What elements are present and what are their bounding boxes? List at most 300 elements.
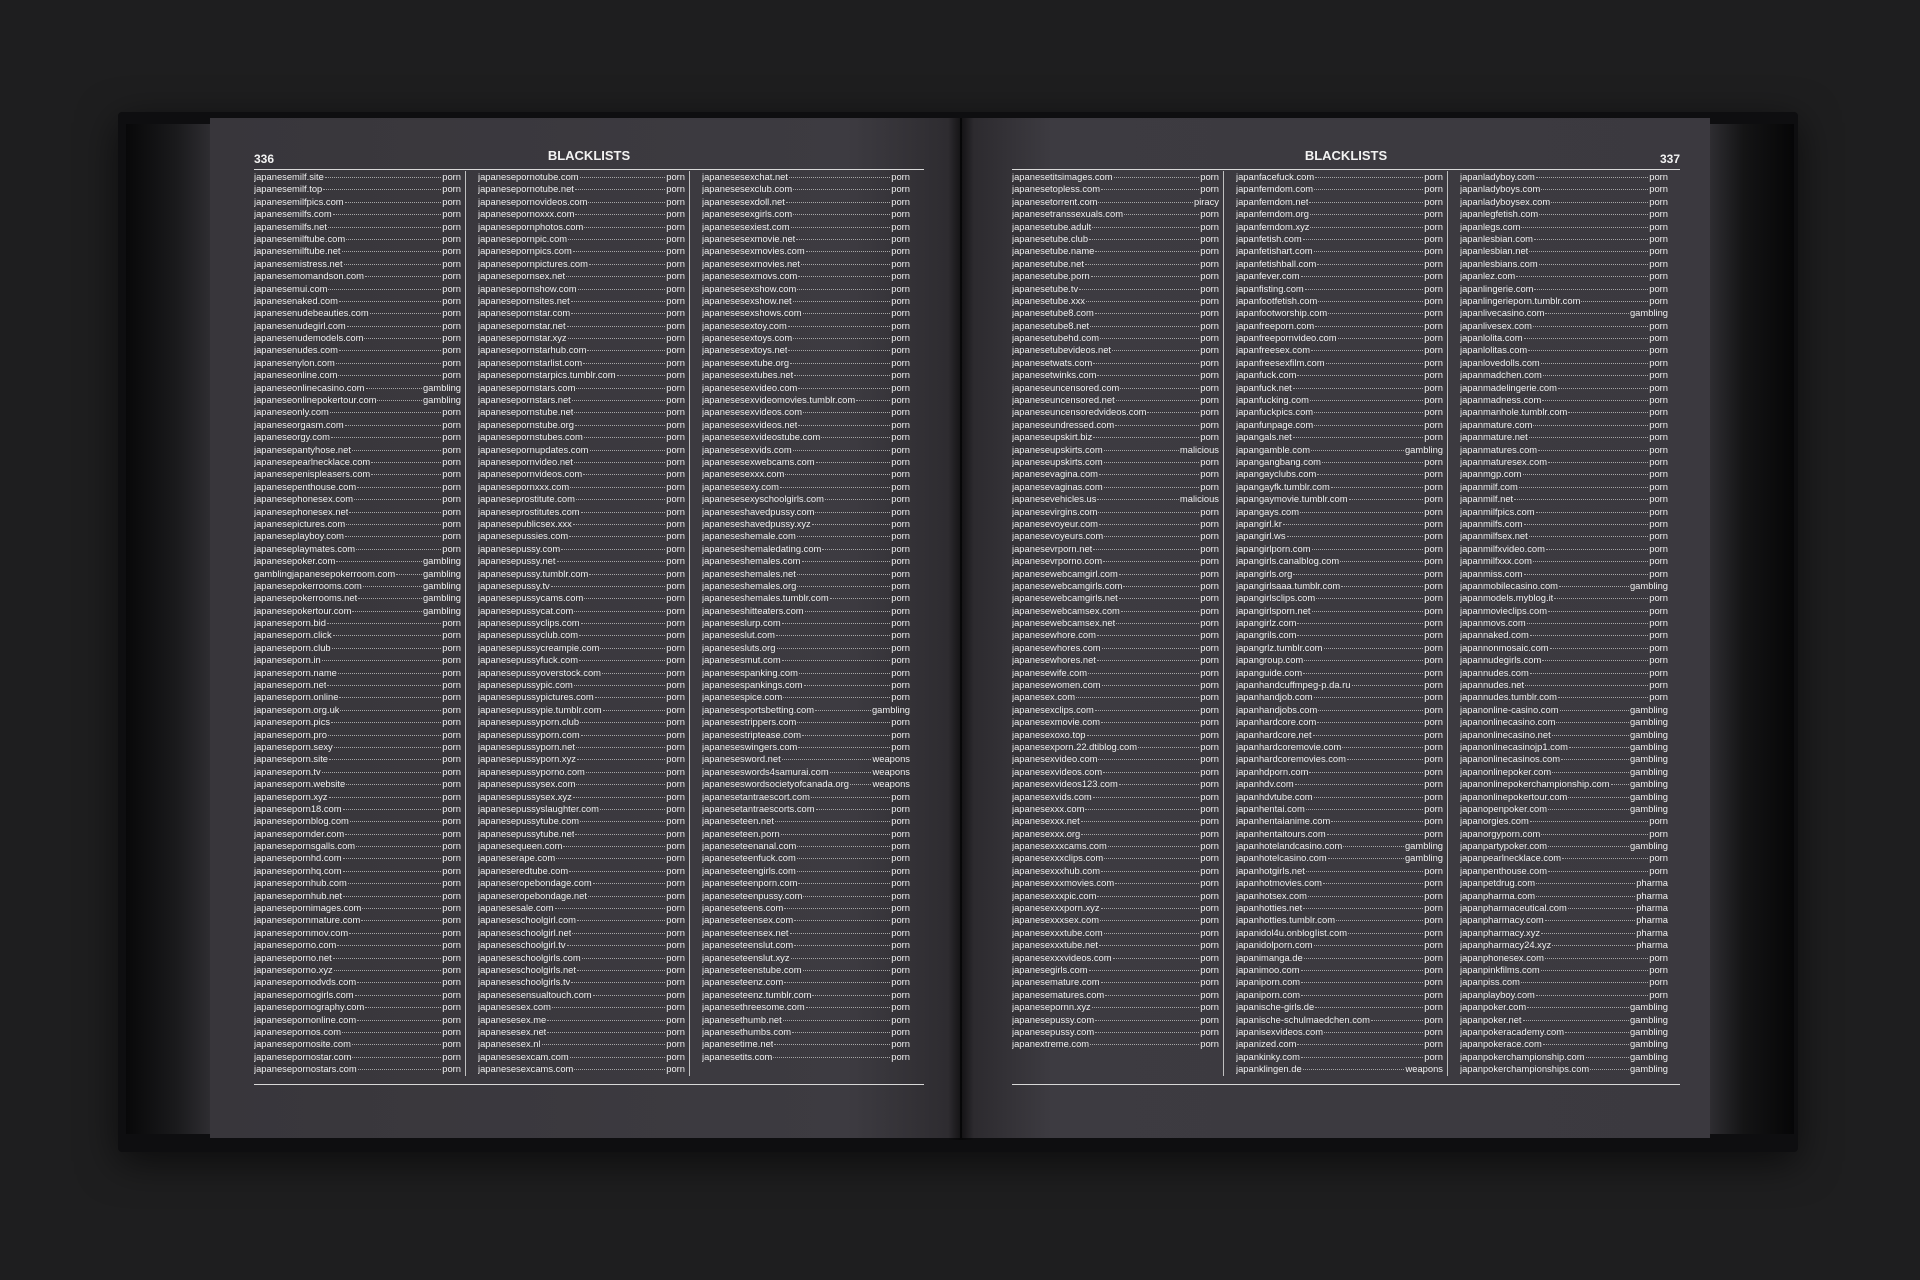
list-item (254, 741, 461, 753)
list-item (702, 221, 910, 233)
domain-name: japaneseporn.website (254, 778, 346, 790)
leader-dots (586, 772, 665, 773)
leader-dots (783, 1020, 890, 1021)
leader-dots (330, 412, 441, 413)
domain-name: japanpokerchampionships.com (1460, 1063, 1590, 1075)
leader-dots (552, 1007, 665, 1008)
category-label: porn (1424, 270, 1443, 282)
domain-name: japanfreesex.com (1236, 344, 1310, 356)
domain-name: japanesepussyclub.com (478, 629, 579, 641)
leader-dots (595, 697, 666, 698)
category-label: porn (442, 964, 461, 975)
leader-dots (1539, 264, 1649, 265)
list-item (254, 555, 461, 567)
list-item (478, 729, 685, 741)
category-label: gambling (1404, 443, 1443, 455)
list-item (1460, 729, 1668, 741)
category-label: porn (1649, 232, 1668, 244)
list-item (1236, 890, 1443, 902)
category-label: porn (1424, 629, 1443, 641)
list-item (702, 902, 910, 914)
category-label: porn (442, 517, 461, 529)
domain-name: japanesepornodvds.com (254, 976, 357, 988)
category-label: porn (1200, 567, 1219, 579)
leader-dots (1101, 189, 1199, 190)
category-label: porn (891, 840, 910, 852)
domain-name: japanmilf.net (1460, 493, 1514, 505)
leader-dots (1318, 301, 1423, 302)
category-label: porn (442, 195, 461, 207)
leader-dots (1104, 487, 1200, 488)
domain-name: japanesegirls.com (1012, 964, 1088, 975)
domain-name: japanmilf.com (1460, 480, 1518, 492)
list-item (1460, 852, 1668, 864)
leader-dots (1099, 524, 1199, 525)
leader-dots (803, 896, 890, 897)
domain-name: japanhentai.com (1236, 802, 1305, 814)
leader-dots (1293, 437, 1423, 438)
leader-dots (805, 611, 891, 612)
domain-name: japanesetorrent.com (1012, 195, 1098, 207)
category-label: porn (1200, 765, 1219, 777)
list-item (702, 196, 910, 208)
leader-dots (1305, 289, 1423, 290)
domain-name: japanesetube.net (1012, 257, 1084, 269)
list-item (1236, 778, 1443, 790)
category-label: porn (442, 332, 461, 344)
leader-dots (1100, 338, 1199, 339)
list-item (478, 914, 685, 926)
list-item (1012, 196, 1219, 208)
domain-name: japanesewhores.net (1012, 654, 1096, 666)
leader-dots (334, 970, 442, 971)
leader-dots (583, 363, 665, 364)
category-label: porn (1200, 208, 1219, 220)
list-item (1236, 171, 1443, 183)
leader-dots (1314, 251, 1424, 252)
leader-dots (1301, 995, 1423, 996)
leader-dots (1115, 883, 1199, 884)
category-label: porn (442, 926, 461, 938)
leader-dots (830, 772, 872, 773)
category-label: porn (891, 964, 910, 975)
category-label: porn (1424, 1025, 1443, 1037)
leader-dots (1121, 611, 1199, 612)
category-label: porn (891, 976, 910, 988)
category-label: porn (1424, 257, 1443, 269)
list-item (1236, 927, 1443, 939)
list-item (254, 840, 461, 852)
category-label: gambling (1629, 790, 1668, 802)
domain-name: japaneseupskirts.com (1012, 443, 1103, 455)
list-item (254, 989, 461, 1001)
leader-dots (1552, 945, 1635, 946)
domain-name: japanpharmaceutical.com (1460, 902, 1567, 914)
list-item (1460, 233, 1668, 245)
list-item (1236, 964, 1443, 976)
domain-name: japaneseteensex.net (702, 926, 789, 938)
category-label: porn (666, 679, 685, 691)
leader-dots (1548, 611, 1648, 612)
domain-name: japanesepornpictures.com (478, 257, 588, 269)
category-label: porn (666, 480, 685, 492)
category-label: porn (666, 356, 685, 368)
list-item (254, 716, 461, 728)
list-item (1236, 221, 1443, 233)
category-label: porn (666, 294, 685, 306)
category-label: porn (666, 827, 685, 839)
leader-dots (1552, 735, 1629, 736)
domain-name: japanonlinecasino.net (1460, 728, 1551, 740)
leader-dots (781, 834, 891, 835)
category-label: porn (666, 171, 685, 182)
leader-dots (806, 1007, 891, 1008)
list-item (1236, 877, 1443, 889)
category-label: porn (1424, 666, 1443, 678)
leader-dots (1323, 883, 1423, 884)
category-label: porn (1424, 864, 1443, 876)
leader-dots (797, 586, 890, 587)
category-label: porn (442, 431, 461, 443)
domain-name: japanonlinecasinojp1.com (1460, 740, 1568, 752)
domain-name: japanesesexclub.com (702, 183, 793, 195)
domain-name: japaneseporn.bid (254, 617, 326, 629)
domain-name: japanesespankings.com (702, 679, 803, 691)
list-item (1012, 171, 1219, 183)
category-label: porn (1424, 1050, 1443, 1062)
domain-name: japanfreepornvideo.com (1236, 332, 1337, 344)
leader-dots (582, 958, 666, 959)
leader-dots (793, 214, 890, 215)
category-label: porn (666, 319, 685, 331)
leader-dots (1311, 450, 1404, 451)
leader-dots (584, 598, 665, 599)
leader-dots (1101, 908, 1200, 909)
list-item (478, 233, 685, 245)
category-label: porn (1200, 617, 1219, 629)
domain-name: japanesepussy.com (478, 542, 561, 554)
leader-dots (350, 821, 441, 822)
leader-dots (584, 227, 665, 228)
category-label: porn (1200, 1001, 1219, 1013)
category-label: porn (891, 1025, 910, 1037)
domain-name: japaneseschoolgirl.net (478, 926, 572, 938)
leader-dots (352, 1044, 441, 1045)
list-item (1012, 382, 1219, 394)
list-item (1236, 1051, 1443, 1063)
leader-dots (568, 338, 666, 339)
list-item (1012, 530, 1219, 542)
domain-name: japanesestriptease.com (702, 728, 802, 740)
list-item (1460, 815, 1668, 827)
leader-dots (1283, 524, 1423, 525)
category-label: porn (1424, 431, 1443, 443)
category-label: porn (442, 753, 461, 765)
domain-name: japanesepornimages.com (254, 902, 362, 914)
leader-dots (786, 202, 890, 203)
list-item (478, 493, 685, 505)
domain-name: japaneseonly.com (254, 406, 329, 418)
leader-dots (344, 264, 442, 265)
domain-name: japanesemilfs.com (254, 208, 332, 220)
leader-dots (338, 375, 441, 376)
category-label: porn (891, 827, 910, 839)
domain-name: japanfunpage.com (1236, 418, 1314, 430)
leader-dots (364, 338, 441, 339)
category-label: porn (1424, 926, 1443, 938)
list-item (702, 394, 910, 406)
list-item (478, 691, 685, 703)
leader-dots (345, 425, 442, 426)
list-item (1236, 791, 1443, 803)
category-label: porn (442, 951, 461, 963)
category-label: porn (1200, 926, 1219, 938)
domain-name: japanesesexdoll.net (702, 195, 785, 207)
list-item (478, 530, 685, 542)
leader-dots (1097, 635, 1199, 636)
leader-dots (1301, 276, 1424, 277)
domain-name: japanesepussyclips.com (478, 617, 580, 629)
list-item (1460, 406, 1668, 418)
list-item (1236, 332, 1443, 344)
category-label: porn (666, 1025, 685, 1037)
category-label: porn (1649, 517, 1668, 529)
leader-dots (584, 437, 665, 438)
right-page-header (1012, 148, 1680, 168)
list-item (1012, 456, 1219, 468)
category-label: porn (891, 418, 910, 430)
category-label: porn (666, 728, 685, 740)
leader-dots (830, 598, 891, 599)
leader-dots (593, 883, 666, 884)
domain-name: japanmilfs.com (1460, 517, 1523, 529)
leader-dots (342, 1032, 441, 1033)
leader-dots (547, 1032, 665, 1033)
domain-name: japanesepokertour.com (254, 604, 352, 616)
domain-name: japanesesexshow.com (702, 282, 797, 294)
leader-dots (1098, 202, 1193, 203)
list-item (254, 208, 461, 220)
category-label: porn (1649, 332, 1668, 344)
list-item (1236, 394, 1443, 406)
category-label: porn (1424, 964, 1443, 975)
domain-name: japaneseslurp.com (702, 617, 781, 629)
list-item (1012, 642, 1219, 654)
list-item (1012, 1001, 1219, 1013)
category-label: porn (442, 852, 461, 864)
category-label: porn (1649, 369, 1668, 381)
domain-name: japanorgyporn.com (1460, 827, 1541, 839)
leader-dots (1301, 970, 1424, 971)
list-item (478, 617, 685, 629)
category-label: porn (891, 1050, 910, 1062)
domain-name: japanesetranssexuals.com (1012, 208, 1123, 220)
domain-name: japanesexvideos.com (1012, 765, 1103, 777)
list-item (254, 753, 461, 765)
category-label: porn (891, 356, 910, 368)
entry-column (702, 171, 914, 1076)
category-label: porn (666, 257, 685, 269)
leader-dots (793, 338, 890, 339)
list-item (1460, 481, 1668, 493)
category-label: porn (1649, 864, 1668, 876)
category-label: porn (442, 418, 461, 430)
category-label: porn (1200, 790, 1219, 802)
leader-dots (1541, 933, 1635, 934)
list-item (478, 444, 685, 456)
leader-dots (1530, 673, 1648, 674)
category-label: porn (1200, 914, 1219, 926)
list-item (1236, 493, 1443, 505)
domain-name: japanesesexgirls.com (702, 208, 793, 220)
domain-name: japanesepornhub.net (254, 889, 343, 901)
leader-dots (1340, 561, 1423, 562)
list-item (478, 1014, 685, 1026)
category-label: porn (1649, 418, 1668, 430)
category-label: porn (1200, 666, 1219, 678)
leader-dots (581, 735, 666, 736)
category-label: porn (1200, 728, 1219, 740)
leader-dots (580, 722, 665, 723)
domain-name: japanhandjobs.com (1236, 703, 1318, 715)
list-item (1012, 543, 1219, 555)
category-label: porn (891, 257, 910, 269)
category-label: gambling (1629, 765, 1668, 777)
category-label: porn (1424, 579, 1443, 591)
leader-dots (1102, 648, 1200, 649)
category-label: porn (442, 220, 461, 232)
list-item (1012, 344, 1219, 356)
domain-name: japanesepublicsex.xxx (478, 517, 572, 529)
list-item (1460, 332, 1668, 344)
list-item (702, 629, 910, 641)
leader-dots (1314, 697, 1424, 698)
category-label: porn (666, 815, 685, 827)
category-label: porn (1424, 567, 1443, 579)
list-item (1012, 1026, 1219, 1038)
domain-name: japanesesexvideos.net (702, 418, 798, 430)
domain-name: japangirlsporn.net (1236, 604, 1311, 616)
category-label: porn (1200, 902, 1219, 914)
leader-dots (1300, 512, 1423, 513)
list-item (702, 357, 910, 369)
domain-name: japanesesexshow.net (702, 294, 792, 306)
leader-dots (1089, 239, 1199, 240)
category-label: porn (442, 530, 461, 542)
domain-name: japaneseupskirt.biz (1012, 431, 1093, 443)
category-label: porn (1649, 617, 1668, 629)
leader-dots (1541, 363, 1649, 364)
domain-name: japanesetantraescort.com (702, 790, 810, 802)
list-item (1012, 815, 1219, 827)
domain-name: japanesenudebeauties.com (254, 307, 369, 319)
list-item (1460, 840, 1668, 852)
domain-name: japanhdporn.com (1236, 765, 1309, 777)
leader-dots (1561, 759, 1629, 760)
category-label: porn (1424, 493, 1443, 505)
domain-name: japanfemdom.xyz (1236, 220, 1310, 232)
leader-dots (1085, 809, 1199, 810)
category-label: porn (666, 592, 685, 604)
leader-dots (355, 995, 442, 996)
list-item (1236, 444, 1443, 456)
list-item (702, 493, 910, 505)
leader-dots (573, 524, 665, 525)
category-label: porn (891, 505, 910, 517)
category-label: porn (666, 641, 685, 653)
leader-dots (1314, 425, 1423, 426)
category-label: porn (666, 951, 685, 963)
leader-dots (1104, 462, 1200, 463)
domain-name: japanonlinepokerchampionship.com (1460, 778, 1610, 790)
list-item (254, 518, 461, 530)
category-label: porn (1649, 406, 1668, 418)
leader-dots (1101, 722, 1199, 723)
domain-name: japanesevoyeurs.com (1012, 530, 1104, 542)
domain-name: japanesesexmovies.com (702, 245, 805, 257)
leader-dots (593, 995, 666, 996)
leader-dots (1095, 251, 1199, 252)
list-item (254, 307, 461, 319)
list-item (702, 828, 910, 840)
domain-name: japanpokerchampionship.com (1460, 1050, 1585, 1062)
domain-name: japanesepornpics.com (478, 245, 572, 257)
category-label: porn (442, 728, 461, 740)
leader-dots (1524, 574, 1649, 575)
leader-dots (1105, 995, 1199, 996)
domain-name: japanonlinecasinos.com (1460, 753, 1561, 765)
domain-name: japanesepornogirls.com (254, 988, 354, 1000)
domain-name: japaneseteengirls.com (702, 864, 796, 876)
domain-name: japanesexvideos123.com (1012, 778, 1118, 790)
category-label: porn (891, 629, 910, 641)
leader-dots (1324, 648, 1424, 649)
category-label: porn (442, 282, 461, 294)
list-item (478, 964, 685, 976)
leader-dots (791, 227, 891, 228)
domain-name: japanesesex.nl (478, 1038, 541, 1050)
category-label: porn (1424, 592, 1443, 604)
domain-name: japanhandjob.com (1236, 691, 1313, 703)
list-item (1236, 468, 1443, 480)
domain-name: japanfuckpics.com (1236, 406, 1314, 418)
category-label: porn (1200, 964, 1219, 975)
category-label: porn (666, 245, 685, 257)
leader-dots (339, 697, 441, 698)
category-label: porn (442, 232, 461, 244)
leader-dots (1297, 375, 1423, 376)
list-item (1460, 964, 1668, 976)
category-label: porn (1200, 939, 1219, 951)
domain-name: japangamble.com (1236, 443, 1311, 455)
category-label: porn (1200, 530, 1219, 542)
list-item (1012, 766, 1219, 778)
list-item (702, 369, 910, 381)
list-item (254, 939, 461, 951)
list-item (254, 667, 461, 679)
domain-name: japanesexxxsex.com (1012, 914, 1100, 926)
domain-name: japanmodels.myblog.it (1460, 592, 1554, 604)
list-item (254, 815, 461, 827)
leader-dots (574, 412, 665, 413)
category-label: gambling (1629, 840, 1668, 852)
leader-dots (798, 747, 890, 748)
category-label: porn (666, 1038, 685, 1050)
category-label: porn (1200, 418, 1219, 430)
list-item (702, 543, 910, 555)
list-item (254, 927, 461, 939)
domain-name: japangayclubs.com (1236, 468, 1317, 480)
